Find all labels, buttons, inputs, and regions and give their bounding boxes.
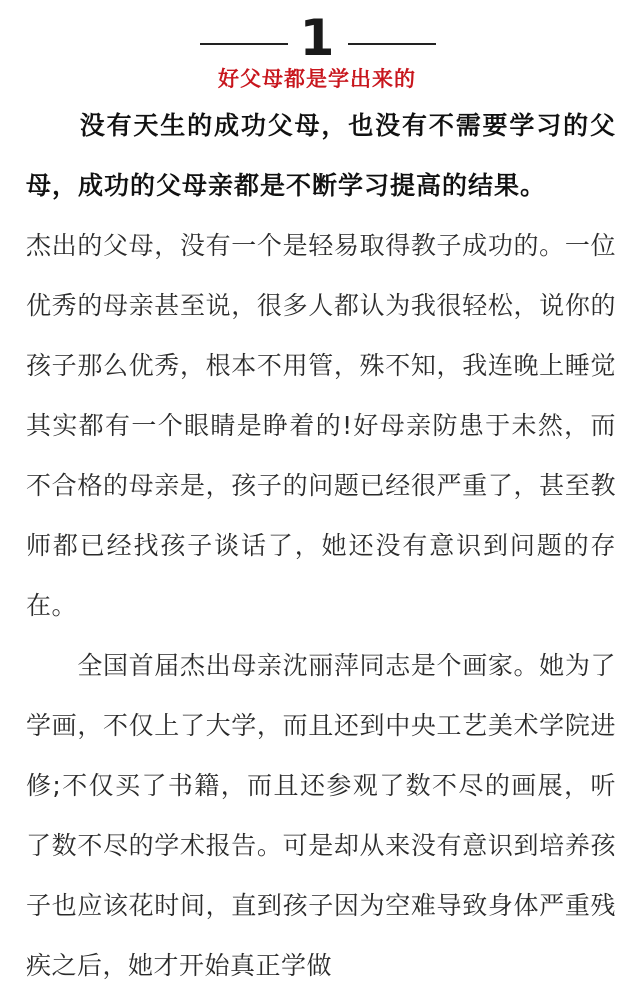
body-paragraph-1: 杰出的父母，没有一个是轻易取得教子成功的。一位优秀的母亲甚至说，很多人都认为我很轻松，说你的孩子那么优秀，根本不用管，殊不知，我连晚上睡觉其实都有一个眼睛是睁着的!好母亲防患于未然，而不合格的母亲是，孩子的问题已经很严重了，甚至教师都已经找孩子谈话了，她还没有意识到问题的存在。 <box>26 231 616 620</box>
lead-paragraph: 没有天生的成功父母，也没有不需要学习的父母，成功的父母亲都是不断学习提高的结果。 <box>26 111 616 200</box>
body-paragraph-2: 全国首届杰出母亲沈丽萍同志是个画家。她为了学画，不仅上了大学，而且还到中央工艺美术学院进修;不仅买了书籍，而且还参观了数不尽的画展，听了数不尽的学术报告。可是却从来没有意识到培养孩子也应该花时间，直到孩子因为空难导致身体严重残疾之后，她才开始真正学做 <box>26 651 616 980</box>
section-title: 好父母都是学出来的 <box>218 67 416 91</box>
article-body <box>26 96 616 996</box>
header-rule-right <box>348 43 436 45</box>
section-header <box>0 8 634 96</box>
section-number: 1 <box>299 9 335 67</box>
header-rule-left <box>200 43 288 45</box>
